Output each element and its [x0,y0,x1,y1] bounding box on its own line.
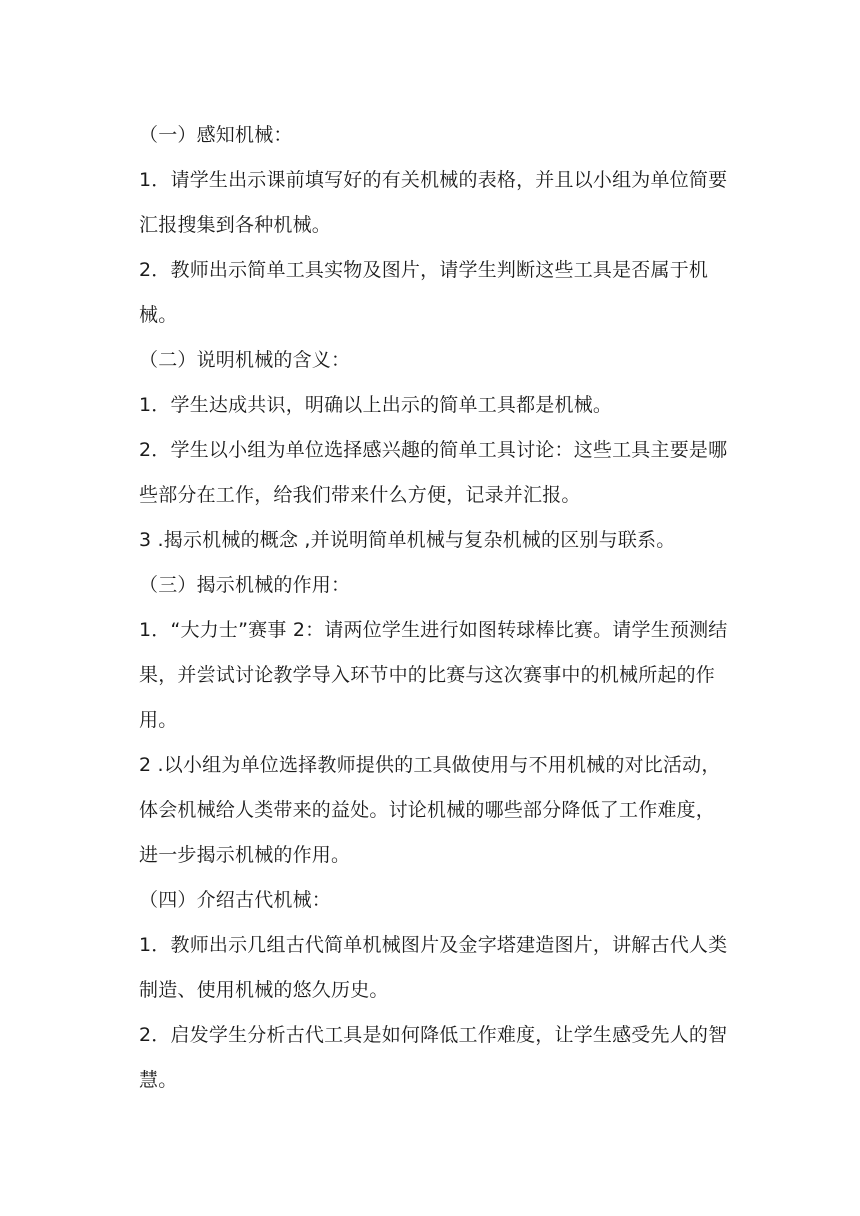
paragraph: 2．学生以小组为单位选择感兴趣的简单工具讨论：这些工具主要是哪些部分在工作，给我们带来什么方便，记录并汇报。 [139,439,728,506]
section-heading-4: （四）介绍古代机械： [139,889,332,911]
section-heading-3: （三）揭示机械的作用： [139,574,351,596]
section-heading-2: （二）说明机械的含义： [139,349,351,371]
paragraph: 2．启发学生分析古代工具是如何降低工作难度，让学生感受先人的智慧。 [139,1024,728,1091]
paragraph: 1．请学生出示课前填写好的有关机械的表格，并且以小组为单位简要汇报搜集到各种机械。 [139,169,728,236]
paragraph: 3 .揭示机械的概念 ,并说明简单机械与复杂机械的区别与联系。 [139,529,676,551]
paragraph: 2 .以小组为单位选择教师提供的工具做使用与不用机械的对比活动，体会机械给人类带来的益处。讨论机械的哪些部分降低了工作难度，进一步揭示机械的作用。 [139,754,721,866]
paragraph: 1．学生达成共识，明确以上出示的简单工具都是机械。 [139,394,613,416]
paragraph: 1．“大力士”赛事 2：请两位学生进行如图转球棒比赛。请学生预测结果，并尝试讨论教学导入环节中的比赛与这次赛事中的机械所起的作用。 [139,619,728,731]
section-heading-1: （一）感知机械： [139,124,293,146]
document-body [139,113,729,1103]
paragraph: 1．教师出示几组古代简单机械图片及金字塔建造图片，讲解古代人类制造、使用机械的悠久历史。 [139,934,728,1001]
paragraph: 2．教师出示简单工具实物及图片，请学生判断这些工具是否属于机械。 [139,259,709,326]
